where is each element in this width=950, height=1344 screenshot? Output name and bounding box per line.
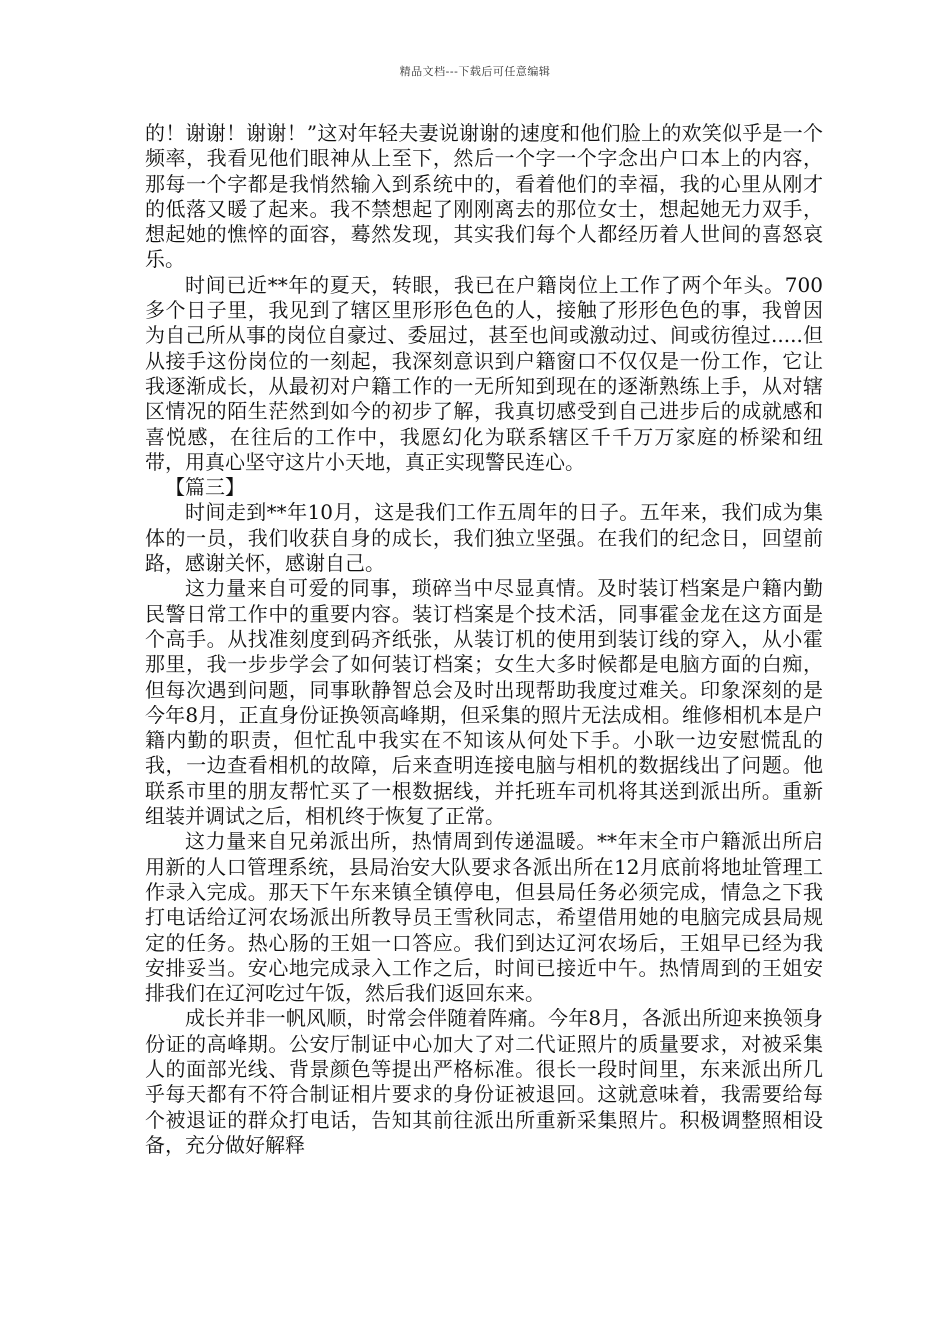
document-body [145,121,823,1158]
paragraph-colleagues: 这力量来自可爱的同事，琐碎当中尽显真情。及时装订档案是户籍内勤民警日常工作中的重要内容。装订档案是个技术活，同事霍金龙在这方面是个高手。从找准刻度到码齐纸张，从装订机的使用到装订线的穿入，从小霍那里，我一步步学会了如何装订档案；女生大多时候都是电脑方面的白痴，但每次遇到问题，同事耿静智总会及时出现帮助我度过难关。印象深刻的是今年8月，正直身份证换领高峰期，但采集的照片无法成相。维修相机本是户籍内勤的职责，但忙乱中我实在不知该从何处下手。小耿一边安慰慌乱的我，一边查看相机的故障，后来查明连接电脑与相机的数据线出了问题。他联系市里的朋友帮忙买了一根数据线，并托班车司机将其送到派出所。重新组装并调试之后，相机终于恢复了正常。 [145,576,823,829]
paragraph-growth: 成长并非一帆风顺，时常会伴随着阵痛。今年8月，各派出所迎来换领身份证的高峰期。公安厅制证中心加大了对二代证照片的质量要求，对被采集人的面部光线、背景颜色等提出严格标准。很长一段时间里，东来派出所几乎每天都有不符合制证相片要求的身份证被退回。这就意味着，我需要给每个被退证的群众打电话，告知其前往派出所重新采集照片。积极调整照相设备，充分做好解释 [145,1006,823,1157]
paragraph-summer-reflection: 时间已近**年的夏天，转眼，我已在户籍岗位上工作了两个年头。700多个日子里，我见到了辖区里形形色色的人，接触了形形色色的事，我曾因为自己所从事的岗位自豪过、委屈过，甚至也间或激动过、间或彷徨过.....但从接手这份岗位的一刻起，我深刻意识到户籍窗口不仅仅是一份工作，它让我逐渐成长，从最初对户籍工作的一无所知到现在的逐渐熟练上手，从对辖区情况的陌生茫然到如今的初步了解，我真切感受到自己进步后的成就感和喜悦感，在往后的工作中，我愿幻化为联系辖区千千万万家庭的桥梁和纽带，用真心坚守这片小天地，真正实现警民连心。 [145,272,823,474]
section-heading: 【篇三】 [165,475,245,500]
paragraph-anniversary: 时间走到**年10月，这是我们工作五周年的日子。五年来，我们成为集体的一员，我们收获自身的成长，我们独立坚强。在我们的纪念日，回望前路，感谢关怀，感谢自己。 [145,500,823,576]
paragraph-neighbor-station: 这力量来自兄弟派出所，热情周到传递温暖。**年末全市户籍派出所启用新的人口管理系统，县局治安大队要求各派出所在12月底前将地址管理工作录入完成。那天下午东来镇全镇停电，但县局任务必须完成，情急之下我打电话给辽河农场派出所教导员王雪秋同志，希望借用她的电脑完成县局规定的任务。热心肠的王姐一口答应。我们到达辽河农场后，王姐早已经为我安排妥当。安心地完成录入工作之后，时间已接近中午。热情周到的王姐安排我们在辽河吃过午饭，然后我们返回东来。 [145,829,823,1006]
paragraph-continuation: 的！谢谢！谢谢！”这对年轻夫妻说谢谢的速度和他们脸上的欢笑似乎是一个频率，我看见他们眼神从上至下，然后一个字一个字念出户口本上的内容，那每一个字都是我悄然输入到系统中的，看着他们的幸福，我的心里从刚才的低落又暖了起来。我不禁想起了刚刚离去的那位女士，想起她无力双手，想起她的憔悴的面容，蓦然发现，其实我们每个人都经历着人世间的喜怒哀乐。 [145,121,823,272]
page-header: 精品文档---下载后可任意编辑 [399,65,551,78]
